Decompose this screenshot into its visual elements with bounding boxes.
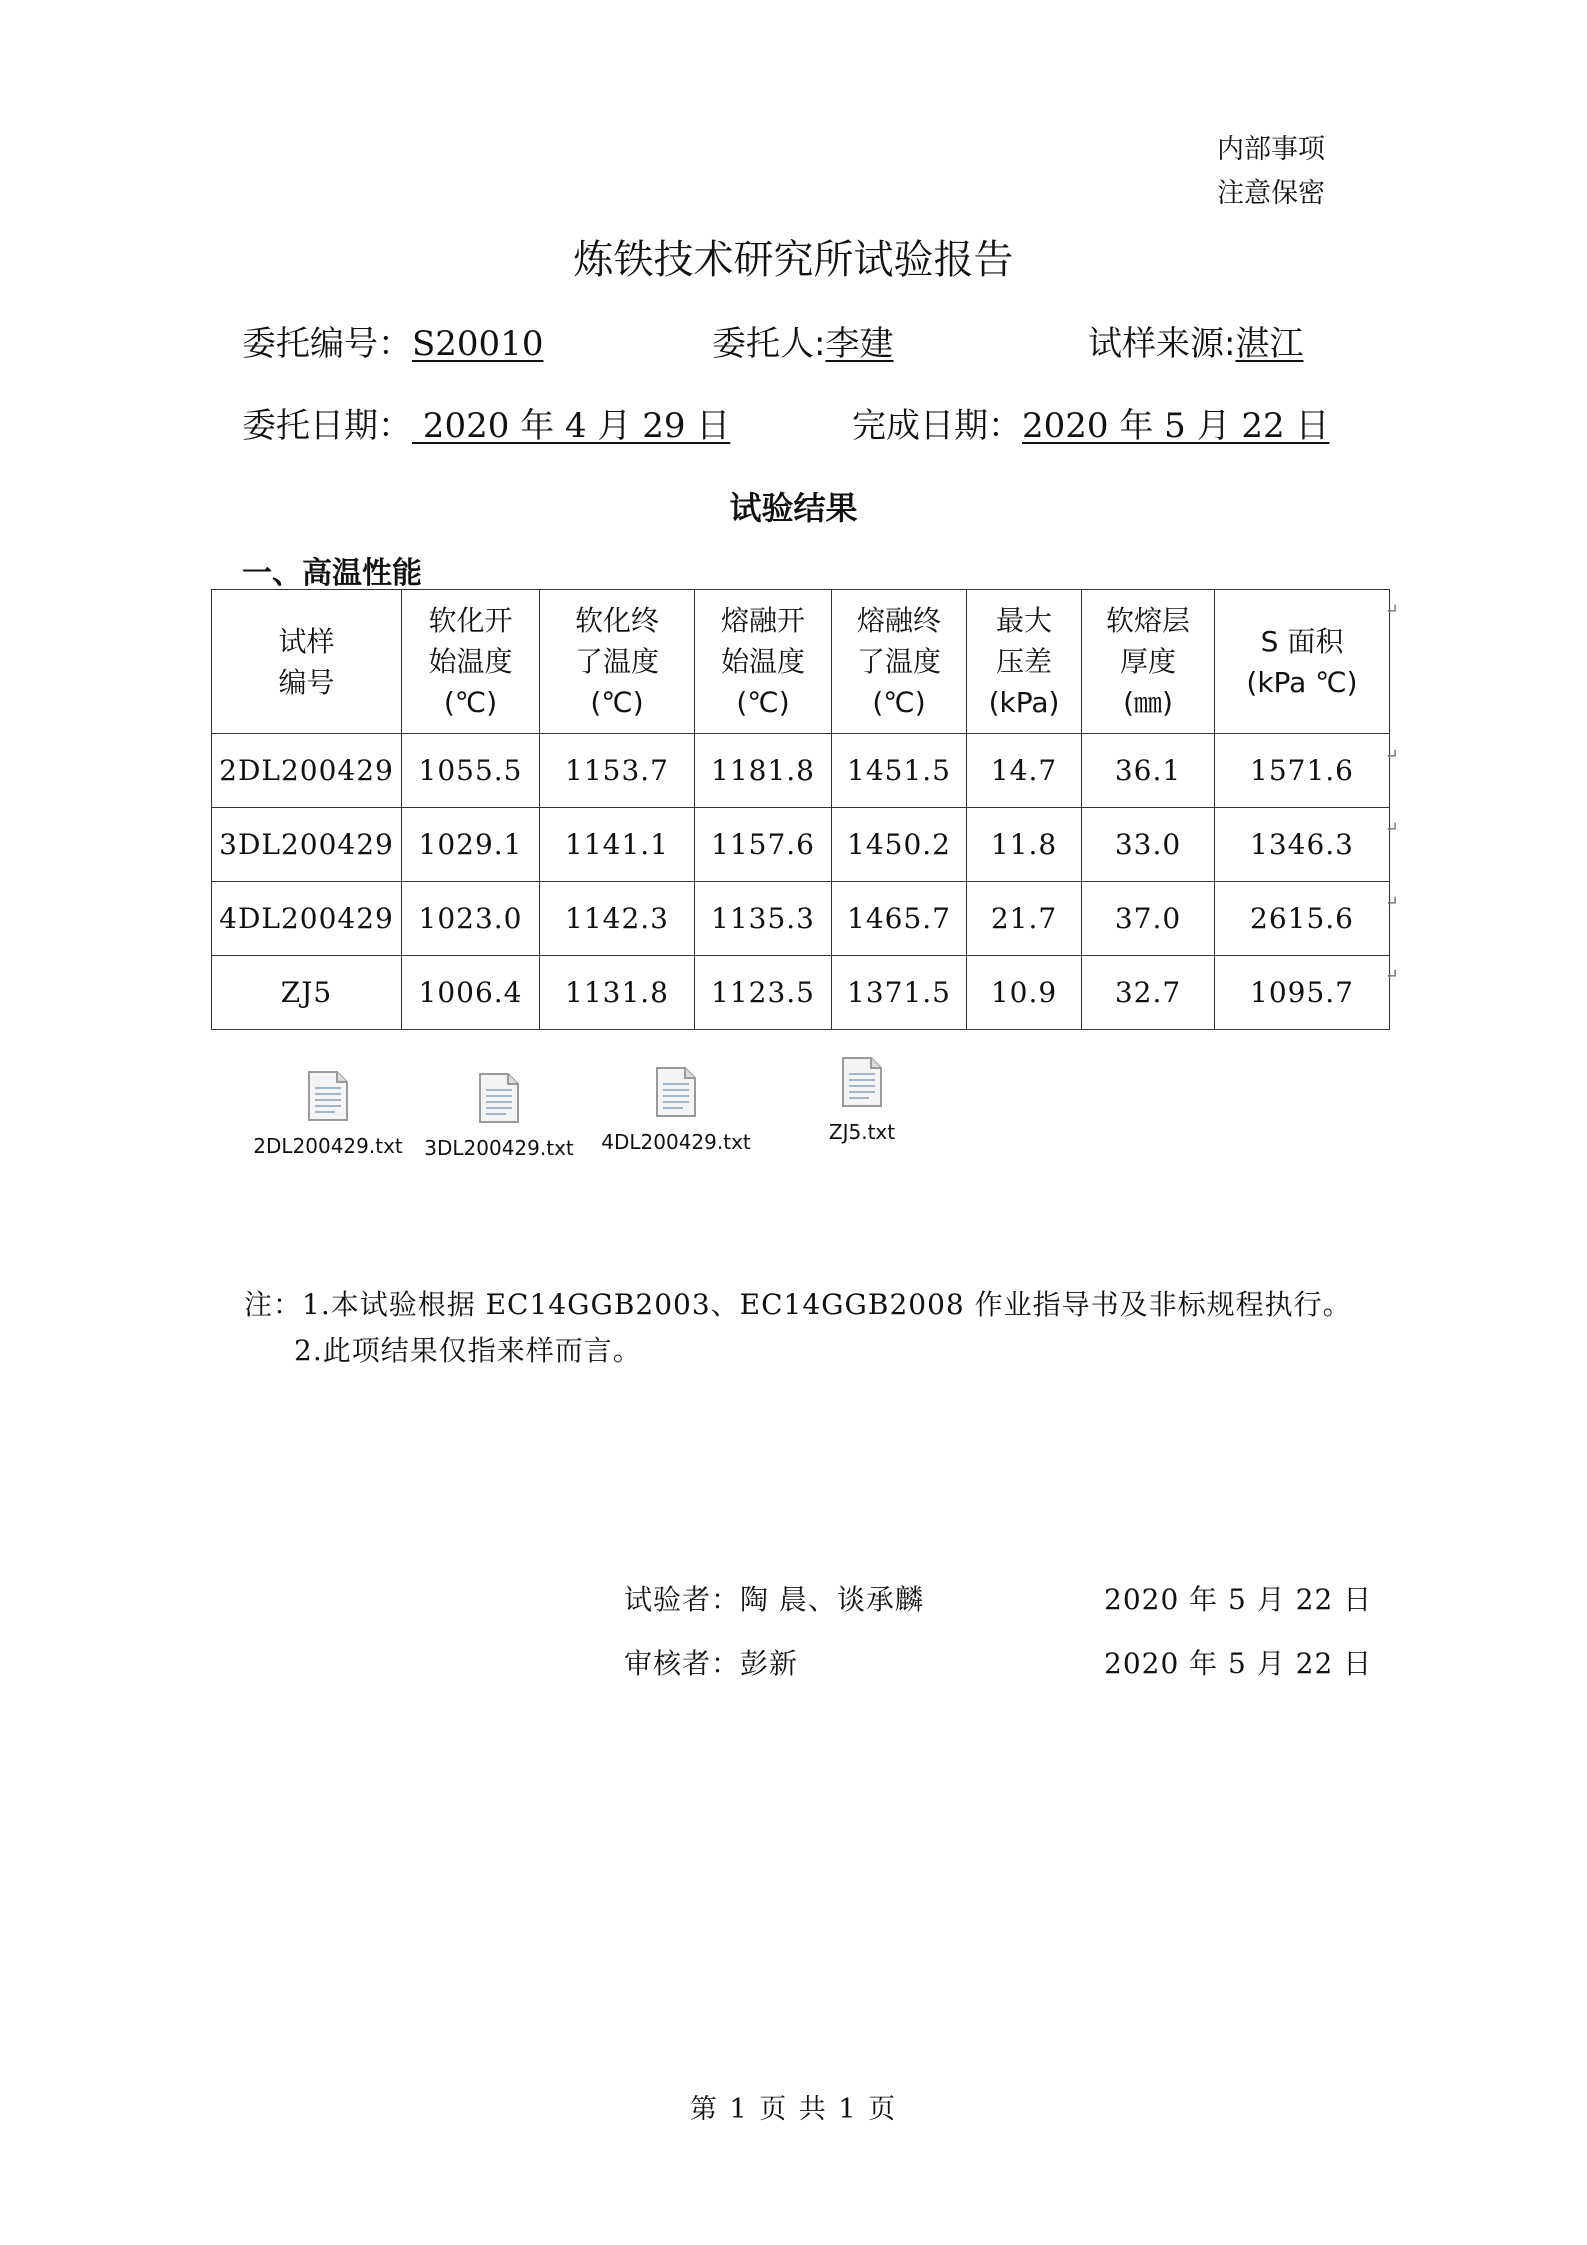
table-cell: 32.7: [1082, 956, 1215, 1030]
attachment-filename: ZJ5.txt: [828, 1120, 896, 1144]
commission-no-label: 委托编号：: [242, 324, 412, 364]
table-header-cell: [402, 590, 540, 734]
paragraph-mark-icon: ↵: [1385, 892, 1399, 911]
table-cell: 11.8: [967, 808, 1082, 882]
header-line: (㎜): [1123, 686, 1173, 719]
attachment-2dl200429[interactable]: [243, 1070, 413, 1158]
attachment-zj5[interactable]: [777, 1056, 947, 1144]
tester-signature: [624, 1578, 924, 1618]
header-line: 了温度: [856, 645, 941, 678]
attachment-4dl200429[interactable]: [591, 1066, 761, 1154]
table-cell: 1181.8: [695, 734, 832, 808]
attachment-filename: 3DL200429.txt: [424, 1136, 574, 1160]
results-title: 试验结果: [729, 489, 858, 527]
commission-no-field: [242, 316, 543, 365]
table-row: [212, 882, 1390, 956]
tester-label: 试验者：: [624, 1583, 741, 1616]
header-line: 软化终: [574, 604, 659, 637]
completion-date-label: 完成日期：: [852, 406, 1022, 446]
reviewer-date: 2020 年 5 月 22 日: [1104, 1647, 1373, 1680]
tester-date: 2020 年 5 月 22 日: [1104, 1583, 1373, 1616]
header-line: (kPa ℃): [1246, 665, 1358, 699]
header-line: 熔融终: [856, 604, 941, 637]
paragraph-mark-icon: ↵: [1385, 600, 1399, 619]
sample-id-cell: 4DL200429: [212, 882, 402, 956]
table-header-cell: [967, 590, 1082, 734]
client-value: 李建: [825, 324, 894, 364]
table-header-cell: [1082, 590, 1215, 734]
table-row: [212, 808, 1390, 882]
table-cell: 2615.6: [1215, 882, 1390, 956]
header-line: 软熔层: [1105, 604, 1190, 637]
header-line: 编号: [278, 665, 335, 699]
page-footer: 第 1 页 共 1 页: [689, 2094, 898, 2125]
attachment-filename: 2DL200429.txt: [253, 1134, 403, 1158]
confidential-line-2: 注意保密: [1217, 178, 1325, 209]
table-header-cell: [1215, 590, 1390, 734]
header-line: 熔融开: [720, 604, 805, 637]
table-cell: 36.1: [1082, 734, 1215, 808]
attachment-3dl200429[interactable]: [414, 1072, 584, 1160]
header-line: 厚度: [1119, 645, 1176, 678]
table-cell: 1571.6: [1215, 734, 1390, 808]
header-line: 始温度: [428, 645, 513, 678]
header-line: 压差: [995, 645, 1052, 678]
table-cell: 1157.6: [695, 808, 832, 882]
commission-date-field: [242, 398, 730, 447]
table-cell: 33.0: [1082, 808, 1215, 882]
table-cell: 21.7: [967, 882, 1082, 956]
paragraph-mark-icon: ↵: [1385, 818, 1399, 837]
header-line: (℃): [736, 686, 790, 719]
table-row: [212, 956, 1390, 1030]
header-line: 了温度: [574, 645, 659, 678]
table-header-cell: [540, 590, 695, 734]
note-line-1: 注：1.本试验根据 EC14GGB2003、EC14GGB2008 作业指导书及非标规程执行。: [244, 1288, 1352, 1321]
sample-source-value: 湛江: [1235, 324, 1304, 364]
reviewer-signature: [624, 1642, 798, 1682]
text-file-icon: [655, 1066, 697, 1118]
table-cell: 1371.5: [832, 956, 967, 1030]
header-line: 试样: [278, 624, 335, 658]
client-field: [712, 316, 893, 365]
table-cell: 10.9: [967, 956, 1082, 1030]
header-line: 最大: [995, 604, 1052, 637]
tester-names: 陶 晨、谈承麟: [740, 1583, 924, 1616]
attachment-filename: 4DL200429.txt: [601, 1130, 751, 1154]
header-line: (℃): [590, 686, 644, 719]
text-file-icon: [478, 1072, 520, 1124]
sample-id-cell: 3DL200429: [212, 808, 402, 882]
header-line: S 面积: [1260, 624, 1344, 658]
confidential-line-1: 内部事项: [1217, 134, 1325, 165]
reviewer-name: 彭新: [740, 1647, 799, 1680]
paragraph-mark-icon: ↵: [1385, 965, 1399, 984]
commission-no-value: S20010: [412, 324, 544, 364]
confidential-notice: [1217, 128, 1325, 216]
sample-id-cell: 2DL200429: [212, 734, 402, 808]
table-header-cell: [212, 590, 402, 734]
table-row: [212, 734, 1390, 808]
table-cell: 1450.2: [832, 808, 967, 882]
table-cell: 1055.5: [402, 734, 540, 808]
table-cell: 1131.8: [540, 956, 695, 1030]
table-header-cell: [832, 590, 967, 734]
note-line-2: 2.此项结果仅指来样而言。: [294, 1334, 642, 1367]
table-cell: 1029.1: [402, 808, 540, 882]
text-file-icon: [307, 1070, 349, 1122]
table-cell: 1346.3: [1215, 808, 1390, 882]
paragraph-mark-icon: ↵: [1385, 745, 1399, 764]
table-cell: 1023.0: [402, 882, 540, 956]
table-cell: 1153.7: [540, 734, 695, 808]
sample-id-cell: ZJ5: [212, 956, 402, 1030]
table-cell: 1451.5: [832, 734, 967, 808]
table-cell: 1141.1: [540, 808, 695, 882]
completion-date-field: [852, 398, 1329, 447]
section-title: 一、高温性能: [242, 556, 422, 591]
results-table: [211, 589, 1390, 1030]
header-line: (℃): [872, 686, 926, 719]
commission-date-value: 2020 年 4 月 29 日: [412, 406, 731, 446]
table-cell: 1142.3: [540, 882, 695, 956]
table-header-row: [212, 590, 1390, 734]
text-file-icon: [841, 1056, 883, 1108]
table-cell: 1465.7: [832, 882, 967, 956]
notes: [244, 1282, 1352, 1374]
table-cell: 1095.7: [1215, 956, 1390, 1030]
sample-source-label: 试样来源:: [1088, 324, 1236, 364]
header-line: (kPa): [988, 686, 1060, 719]
client-label: 委托人:: [712, 324, 826, 364]
header-line: 始温度: [720, 645, 805, 678]
table-cell: 37.0: [1082, 882, 1215, 956]
reviewer-label: 审核者：: [624, 1647, 741, 1680]
header-line: 软化开: [428, 604, 513, 637]
table-cell: 14.7: [967, 734, 1082, 808]
report-title: 炼铁技术研究所试验报告: [573, 237, 1014, 283]
table-cell: 1123.5: [695, 956, 832, 1030]
table-cell: 1135.3: [695, 882, 832, 956]
completion-date-value: 2020 年 5 月 22 日: [1022, 406, 1330, 446]
header-line: (℃): [443, 686, 498, 719]
table-cell: 1006.4: [402, 956, 540, 1030]
sample-source-field: [1088, 316, 1303, 365]
table-header-cell: [695, 590, 832, 734]
commission-date-label: 委托日期：: [242, 406, 412, 446]
